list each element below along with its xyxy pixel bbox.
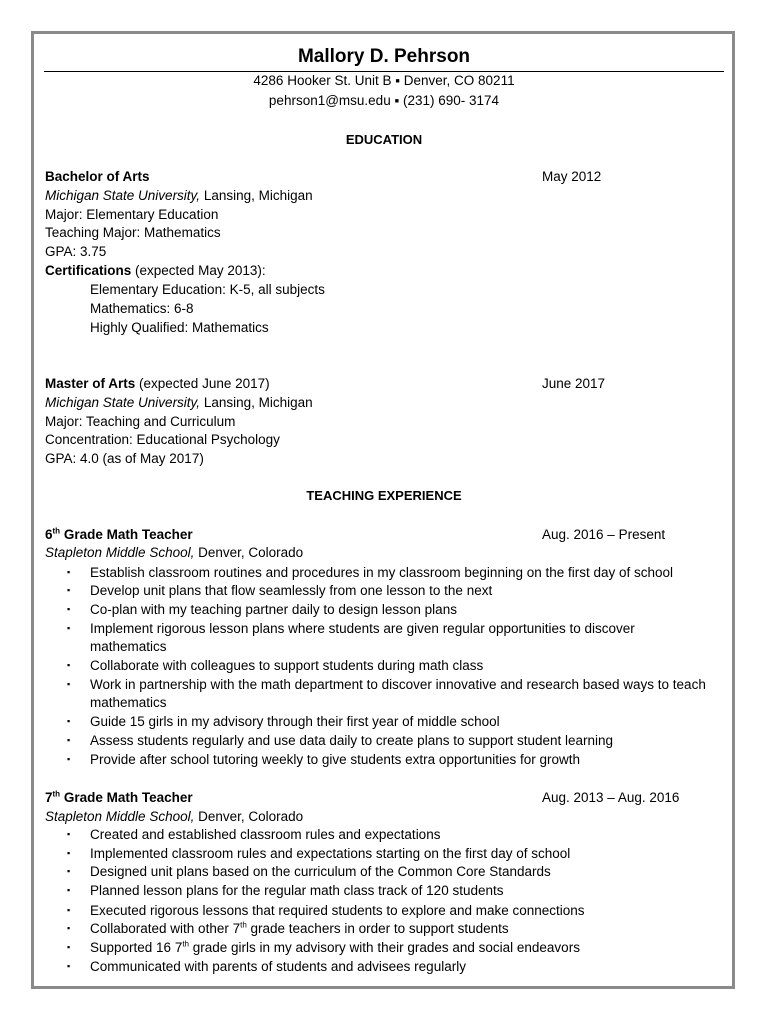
job1-school-line	[45, 545, 303, 560]
job2-bullet-suffix: th	[182, 939, 189, 949]
ba-teaching-major: Teaching Major: Mathematics	[45, 225, 221, 240]
ma-school-line	[45, 395, 313, 410]
job2-bullet: Created and established classroom rules and expectations	[90, 827, 441, 842]
bullet-marker: ▪	[67, 567, 71, 577]
job2-bullet	[90, 921, 509, 936]
job1-bullet: Guide 15 girls in my advisory through their first year of middle school	[90, 714, 500, 729]
bullet-marker: ▪	[67, 735, 71, 745]
job2-title	[45, 790, 193, 805]
job1-bullet: Provide after school tutoring weekly to give students extra opportunities for growth	[90, 752, 581, 767]
job1-bullet-continuation: mathematics	[90, 639, 167, 654]
job1-title-suffix: th	[52, 526, 61, 536]
job2-bullet: Implemented classroom rules and expectations starting on the first day of school	[90, 846, 571, 861]
bullet-marker: ▪	[67, 961, 71, 971]
bullet-marker: ▪	[67, 585, 71, 595]
ma-major: Major: Teaching and Curriculum	[45, 414, 236, 429]
job1-title-number: 6	[45, 527, 53, 542]
job1-bullet: Co-plan with my teaching partner daily to design lesson plans	[90, 602, 457, 617]
job2-title-number: 7	[45, 790, 53, 805]
job2-bullet: Designed unit plans based on the curriculum of the Common Core Standards	[90, 864, 551, 879]
bullet-marker: ▪	[67, 604, 71, 614]
job2-location: Denver, Colorado	[194, 809, 304, 824]
job2-title-suffix: th	[52, 789, 61, 799]
job2-bullet-part: grade girls in my advisory with their grades and social endeavors	[189, 940, 580, 955]
education-heading: EDUCATION	[345, 132, 423, 147]
certifications-line	[45, 263, 266, 278]
ma-school: Michigan State University,	[45, 395, 201, 410]
applicant-name: Mallory D. Pehrson	[297, 46, 471, 67]
ma-degree-line	[45, 376, 270, 391]
certifications-label: Certifications	[45, 263, 132, 278]
job2-bullet: Executed rigorous lessons that required students to explore and make connections	[90, 903, 585, 918]
bullet-marker: ▪	[67, 866, 71, 876]
bullet-marker: ▪	[67, 885, 71, 895]
job1-title	[45, 527, 193, 542]
bullet-marker: ▪	[67, 716, 71, 726]
name-divider	[44, 71, 724, 72]
contact-line: pehrson1@msu.edu ▪ (231) 690- 3174	[268, 93, 500, 108]
ma-degree-note: (expected June 2017)	[135, 376, 270, 391]
ma-location: Lansing, Michigan	[200, 395, 313, 410]
job2-bullet-suffix: th	[240, 920, 247, 930]
job1-date: Aug. 2016 – Present	[542, 527, 666, 542]
bullet-marker: ▪	[67, 660, 71, 670]
job1-bullet: Collaborate with colleagues to support students during math class	[90, 658, 484, 673]
certifications-note: (expected May 2013):	[131, 263, 266, 278]
bullet-marker: ▪	[67, 679, 71, 689]
ma-date: June 2017	[542, 376, 606, 391]
job2-school-line	[45, 809, 303, 824]
certification-item: Mathematics: 6-8	[90, 301, 194, 316]
bullet-marker: ▪	[67, 848, 71, 858]
job1-bullet-continuation: mathematics	[90, 695, 167, 710]
ba-school-line	[45, 188, 313, 203]
bullet-marker: ▪	[67, 905, 71, 915]
ba-major: Major: Elementary Education	[45, 207, 219, 222]
bullet-marker: ▪	[67, 829, 71, 839]
job2-date: Aug. 2013 – Aug. 2016	[542, 790, 680, 805]
ba-degree: Bachelor of Arts	[45, 169, 150, 184]
job2-title-rest: Grade Math Teacher	[60, 790, 193, 805]
job2-bullet	[90, 940, 580, 955]
job1-title-rest: Grade Math Teacher	[60, 527, 193, 542]
job1-bullet: Work in partnership with the math department to discover innovative and research based ways to teach	[90, 677, 706, 692]
job2-bullet: Planned lesson plans for the regular math class track of 120 students	[90, 883, 504, 898]
certification-item: Highly Qualified: Mathematics	[90, 320, 269, 335]
job2-bullet-part: Collaborated with other 7	[90, 921, 241, 936]
ba-school: Michigan State University,	[45, 188, 201, 203]
ba-date: May 2012	[542, 169, 602, 184]
bullet-marker: ▪	[67, 623, 71, 633]
ma-concentration: Concentration: Educational Psychology	[45, 432, 280, 447]
job2-bullet: Communicated with parents of students and advisees regularly	[90, 959, 466, 974]
job1-bullet: Establish classroom routines and procedures in my classroom beginning on the first day of school	[90, 565, 674, 580]
ma-gpa: GPA: 4.0 (as of May 2017)	[45, 451, 204, 466]
experience-heading: TEACHING EXPERIENCE	[306, 488, 462, 503]
bullet-marker: ▪	[67, 923, 71, 933]
job1-school: Stapleton Middle School,	[45, 545, 195, 560]
ma-degree: Master of Arts	[45, 376, 136, 391]
certification-item: Elementary Education: K-5, all subjects	[90, 282, 325, 297]
bullet-marker: ▪	[67, 942, 71, 952]
bullet-marker: ▪	[67, 754, 71, 764]
ba-gpa: GPA: 3.75	[45, 244, 107, 259]
job1-bullet: Develop unit plans that flow seamlessly from one lesson to the next	[90, 583, 493, 598]
address-line: 4286 Hooker St. Unit B ▪ Denver, CO 80211	[253, 73, 515, 88]
job1-bullet: Assess students regularly and use data daily to create plans to support student learning	[90, 733, 614, 748]
job2-bullet-part: Supported 16 7	[90, 940, 183, 955]
job2-school: Stapleton Middle School,	[45, 809, 195, 824]
job1-bullet: Implement rigorous lesson plans where students are given regular opportunities to discover	[90, 621, 635, 636]
job1-location: Denver, Colorado	[194, 545, 304, 560]
ba-location: Lansing, Michigan	[200, 188, 313, 203]
job2-bullet-part: grade teachers in order to support students	[246, 921, 509, 936]
